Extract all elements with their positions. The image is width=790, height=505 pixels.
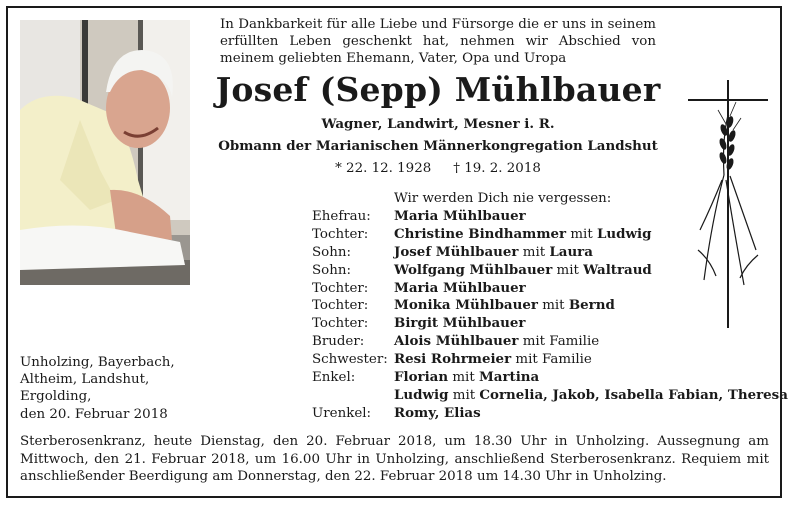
family-members: Wolfgang Mühlbauer mit Waltraud: [394, 261, 652, 278]
cross-with-wheat-icon: [686, 80, 770, 330]
occupation: Wagner, Landwirt, Mesner i. R.: [321, 116, 555, 132]
footer-line: anschließender Beerdigung am Donnerstag, den 22. Februar 2018 um 14.30 Uhr in Unholzing.: [20, 469, 667, 484]
place-line: Altheim, Landshut,: [20, 372, 150, 388]
family-members: Romy, Elias: [394, 404, 481, 421]
family-members: Birgit Mühlbauer: [394, 315, 526, 332]
family-members: Florian mit Martina: [394, 369, 540, 386]
family-members: Christine Bindhammer mit Ludwig: [394, 225, 652, 242]
honorary-role: Obmann der Marianischen Männerkongregation Landshut: [218, 138, 658, 154]
family-members: Resi Rohrmeier mit Familie: [394, 351, 592, 368]
family-members: Ludwig mit Cornelia, Jakob, Isabella Fabian, Theresa: [394, 386, 788, 403]
place-line: den 20. Februar 2018: [20, 406, 168, 422]
intro-line: erfüllten Leben geschenkt hat, nehmen wir Abschied von: [220, 34, 656, 49]
family-members: Alois Mühlbauer mit Familie: [394, 333, 600, 350]
place-line: Ergolding,: [20, 389, 92, 405]
family-role: Urenkel:: [312, 405, 372, 421]
family-role: Tochter:: [312, 226, 369, 242]
death-date: † 19. 2. 2018: [453, 161, 541, 176]
intro-text: [220, 16, 656, 67]
family-members: Maria Mühlbauer: [394, 279, 526, 296]
family-role: Sohn:: [312, 262, 351, 278]
family-role: Tochter:: [312, 316, 369, 332]
family-role: Tochter:: [312, 298, 369, 314]
family-role: Enkel:: [312, 370, 356, 386]
life-dates: [200, 161, 676, 176]
place-line: Unholzing, Bayerbach,: [20, 355, 175, 370]
portrait-photo: [20, 20, 190, 285]
deceased-name: Josef (Sepp) Mühlbauer: [215, 70, 661, 109]
footer-line: Mittwoch, den 21. Februar 2018, um 16.00 Uhr in Unholzing, anschließend Sterberosenkranz. Requiem mit: [20, 451, 769, 467]
birth-date: * 22. 12. 1928: [335, 161, 432, 176]
family-members: Maria Mühlbauer: [394, 208, 526, 224]
motto: Wir werden Dich nie vergessen:: [394, 191, 612, 206]
intro-line: meinem geliebten Ehemann, Vater, Opa und Uropa: [220, 51, 567, 66]
service-details: [20, 433, 769, 486]
family-role: Tochter:: [312, 280, 369, 296]
family-members: Monika Mühlbauer mit Bernd: [394, 297, 615, 314]
footer-line: Sterberosenkranz, heute Dienstag, den 20. Februar 2018, um 18.30 Uhr in Unholzing. Aussegnung am: [20, 434, 769, 449]
family-role: Schwester:: [312, 352, 388, 368]
family-role: Sohn:: [312, 244, 351, 260]
family-role: Bruder:: [312, 334, 365, 350]
place-and-date: [20, 354, 175, 423]
intro-line: In Dankbarkeit für alle Liebe und Fürsorge die er uns in seinem: [220, 17, 656, 32]
family-role: Ehefrau:: [312, 209, 371, 224]
family-members: Josef Mühlbauer mit Laura: [394, 243, 593, 260]
